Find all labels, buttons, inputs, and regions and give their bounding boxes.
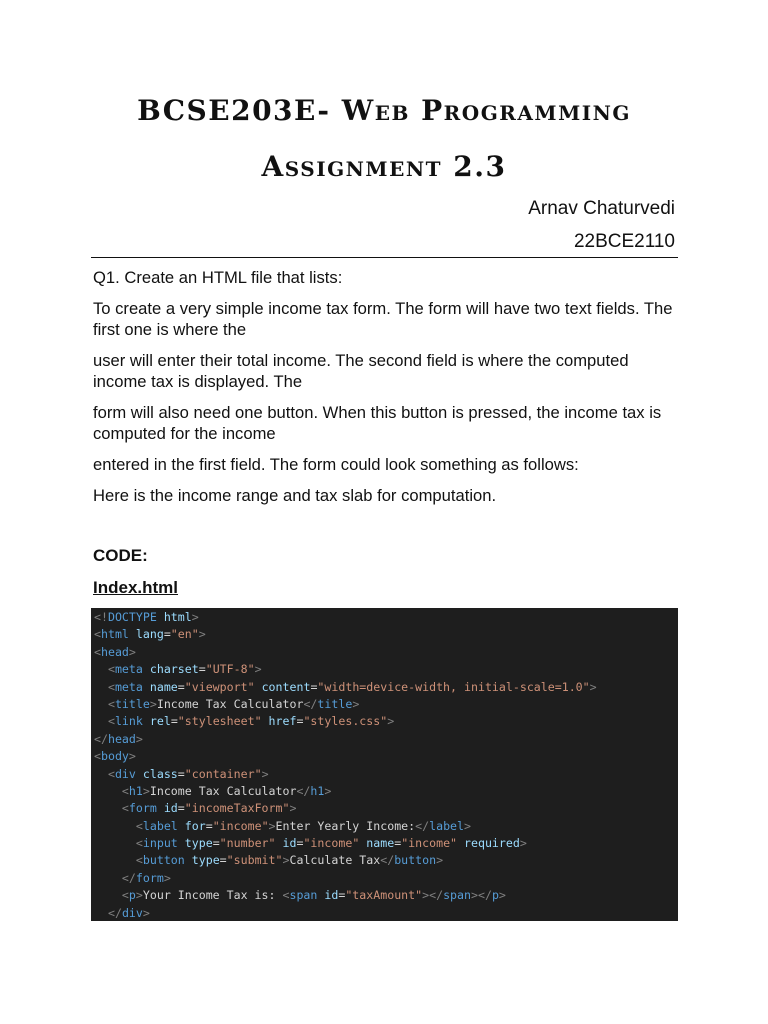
code-token (94, 836, 136, 850)
code-token: > (289, 801, 297, 816)
code-token: < (121, 783, 129, 798)
code-token: < (94, 749, 101, 764)
code-line (94, 835, 678, 852)
code-token: meta (114, 662, 143, 677)
code-token: name (149, 679, 178, 694)
code-line (94, 818, 678, 835)
code-token: = (205, 818, 213, 833)
code-token: < (107, 766, 115, 781)
code-token: < (121, 801, 129, 816)
code-token: > (135, 731, 143, 746)
code-token: Income Tax Calculator (156, 696, 304, 711)
code-token: > (436, 853, 444, 868)
code-token: type (184, 836, 213, 851)
code-token: "number" (219, 836, 276, 851)
code-token (94, 662, 108, 676)
code-line (94, 626, 678, 643)
code-token: < (135, 836, 143, 851)
code-line (94, 870, 678, 887)
code-token: html (163, 610, 192, 624)
code-token: Enter Yearly Income: (275, 818, 416, 833)
code-line (94, 713, 678, 730)
code-token: class (142, 766, 178, 781)
code-token: = (170, 714, 178, 729)
code-line (94, 887, 678, 904)
code-token: form (128, 801, 157, 816)
code-token: html (100, 627, 129, 642)
code-line (94, 644, 678, 661)
code-token: </ (415, 818, 430, 833)
code-token: < (107, 679, 115, 694)
code-token: "UTF-8" (205, 662, 255, 677)
code-token: "income" (212, 818, 269, 833)
code-token: > (324, 783, 332, 798)
paragraph: entered in the first field. The form could look something as follows: (93, 455, 579, 474)
code-token: title (317, 696, 353, 711)
code-token: > (519, 836, 527, 851)
code-token (94, 888, 122, 902)
document-title: BCSE203E- Web Programming (137, 94, 631, 127)
code-token: </ (121, 870, 136, 885)
code-token: > (254, 662, 262, 677)
code-token: </ (94, 731, 108, 746)
code-line (94, 766, 678, 783)
code-token: rel (149, 714, 171, 729)
code-token: "submit" (226, 853, 283, 868)
code-token: = (310, 679, 318, 694)
code-token: < (107, 696, 115, 711)
code-token: form (135, 870, 164, 885)
code-heading: CODE: (93, 546, 148, 565)
code-token: > (142, 783, 150, 798)
code-line (94, 800, 678, 817)
code-token: head (100, 644, 129, 659)
code-token: = (296, 714, 304, 729)
code-token (143, 680, 150, 694)
code-token (94, 906, 108, 920)
code-token (129, 627, 136, 641)
code-token: > (282, 853, 290, 868)
code-token: body (100, 749, 129, 764)
code-line (94, 661, 678, 678)
code-token (143, 662, 150, 676)
code-token: = (163, 627, 171, 642)
code-token: id (282, 836, 297, 851)
code-token: type (191, 853, 220, 868)
code-token (178, 819, 185, 833)
code-token: > (589, 679, 597, 694)
code-line (94, 696, 678, 713)
code-token: href (268, 714, 297, 729)
code-token: <! (94, 610, 108, 624)
code-token: < (94, 627, 101, 642)
code-token: button (142, 853, 185, 868)
code-token: content (261, 679, 311, 694)
code-token: charset (149, 662, 199, 677)
code-token: </ (296, 783, 311, 798)
code-token: = (198, 662, 206, 677)
code-token (276, 836, 283, 850)
code-token: "incomeTaxForm" (184, 801, 290, 816)
code-token: label (142, 818, 178, 833)
code-token (94, 680, 108, 694)
code-token: p (491, 888, 499, 903)
paragraph: form will also need one button. When this button is pressed, the income tax is computed for the income (93, 403, 662, 443)
code-token: = (177, 766, 185, 781)
code-token: > (268, 818, 276, 833)
code-token: "income" (401, 836, 458, 851)
code-token: > (142, 905, 150, 920)
question-label: Q1. Create an HTML file that lists: (93, 268, 343, 287)
code-token: ></ (422, 888, 444, 903)
code-token: "container" (184, 766, 262, 781)
code-token: </ (107, 905, 122, 920)
code-token: h1 (128, 783, 143, 798)
code-token: = (177, 679, 185, 694)
assignment-title: Assignment 2.3 (261, 150, 507, 183)
code-token (255, 680, 262, 694)
code-token: > (352, 696, 360, 711)
code-token (94, 714, 108, 728)
code-token: > (198, 627, 206, 642)
code-token (94, 767, 108, 781)
code-token: label (429, 818, 465, 833)
code-token: "styles.css" (303, 714, 388, 729)
code-token (262, 714, 269, 728)
paragraph: Here is the income range and tax slab for computation. (93, 486, 497, 505)
code-token: required (464, 836, 520, 851)
code-token: = (394, 836, 402, 851)
code-token: link (114, 714, 143, 729)
code-token (143, 714, 150, 728)
code-token: </ (303, 696, 318, 711)
code-token (94, 819, 136, 833)
code-token: < (282, 888, 290, 903)
code-token: > (261, 766, 269, 781)
code-token: Calculate Tax (289, 853, 381, 868)
code-block (91, 608, 678, 921)
code-token: = (296, 836, 304, 851)
code-token: "stylesheet" (177, 714, 262, 729)
code-token: > (135, 888, 143, 903)
code-token: h1 (310, 783, 325, 798)
code-token: "taxAmount" (345, 888, 423, 903)
code-token: input (142, 836, 178, 851)
code-token: lang (135, 627, 164, 642)
code-token: < (135, 853, 143, 868)
code-token: div (114, 766, 136, 781)
code-token: "width=device-width, initial-scale=1.0" (317, 679, 590, 694)
code-token: ></ (470, 888, 492, 903)
code-token: button (394, 853, 437, 868)
code-token: DOCTYPE (107, 610, 157, 624)
code-token: "viewport" (184, 679, 255, 694)
code-token: > (128, 644, 136, 659)
code-token: > (191, 610, 199, 624)
code-token: = (177, 801, 185, 816)
code-token: < (94, 644, 101, 659)
code-token: = (212, 836, 220, 851)
code-token: head (107, 731, 136, 746)
code-token: < (135, 818, 143, 833)
code-token: id (324, 888, 339, 903)
code-token (94, 784, 122, 798)
code-token: < (121, 888, 129, 903)
code-token (157, 610, 164, 624)
code-token (136, 767, 143, 781)
code-line (94, 748, 678, 765)
code-token: span (289, 888, 318, 903)
code-token: id (163, 801, 178, 816)
code-token: > (498, 888, 506, 903)
code-token: > (464, 818, 471, 833)
code-token (94, 697, 108, 711)
code-token: > (128, 749, 136, 764)
code-line (94, 783, 678, 800)
code-token (185, 853, 192, 867)
code-line (94, 609, 678, 626)
code-token: > (163, 870, 171, 885)
code-line (94, 852, 678, 869)
code-token: name (366, 836, 395, 851)
code-token (94, 853, 136, 867)
author-name: Arnav Chaturvedi (528, 198, 675, 219)
code-token (457, 836, 464, 850)
code-token: > (149, 696, 157, 711)
code-token: for (184, 818, 206, 833)
code-token: span (443, 888, 471, 903)
file-heading: Index.html (93, 578, 179, 597)
code-token: < (107, 662, 115, 677)
code-token: "income" (303, 836, 360, 851)
code-token: = (338, 888, 346, 903)
code-token (157, 801, 164, 815)
header-divider (91, 257, 678, 258)
code-token: "en" (170, 627, 199, 642)
code-token: </ (380, 853, 395, 868)
code-token: title (114, 696, 150, 711)
code-token (178, 836, 185, 850)
paragraph: user will enter their total income. The second field is where the computed income tax is displayed. The (93, 351, 629, 391)
code-token (94, 871, 122, 885)
code-token: = (219, 853, 227, 868)
code-token: < (107, 714, 115, 729)
code-token: div (121, 905, 143, 920)
code-line (94, 905, 678, 921)
code-token: p (128, 888, 136, 903)
code-token: Income Tax Calculator (149, 783, 297, 798)
roll-number: 22BCE2110 (573, 231, 675, 252)
code-token (94, 801, 122, 815)
code-token: Your Income Tax is: (142, 888, 283, 903)
code-line (94, 679, 678, 696)
code-token: > (387, 714, 395, 729)
code-token: meta (114, 679, 143, 694)
paragraph: To create a very simple income tax form. The form will have two text fields. The first one is where the (93, 299, 673, 339)
code-line (94, 731, 678, 748)
